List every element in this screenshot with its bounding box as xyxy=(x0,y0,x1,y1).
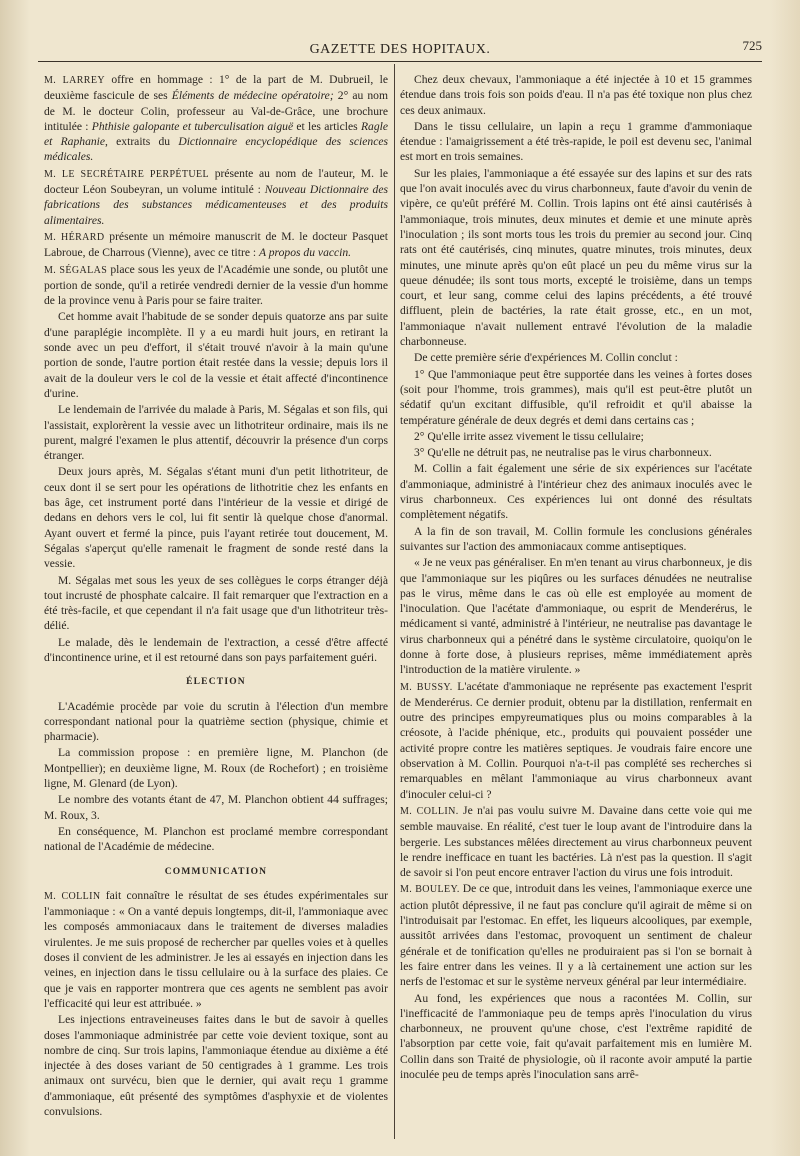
paragraph: M. Ségalas met sous les yeux de ses collègues le corps étranger déjà tout incrusté de phosphate calcaire. Il fait remarquer que l'extraction en a été très-facile, et que cependant il n'a fait usage que d'un lithotriteur très-délié. xyxy=(44,573,388,633)
paragraph: Dans le tissu cellulaire, un lapin a reçu 1 gramme d'ammoniaque étendue : l'amaigrissement a été très-rapide, le poil est devenu sec, l'animal est mort en trois semaines. xyxy=(400,119,752,164)
paragraph: Le lendemain de l'arrivée du malade à Paris, M. Ségalas et son fils, qui l'assistait, explorèrent la vessie avec un lithotriteur ordinaire, mais ils ne purent, malgré l'examen le plus attentif, découvrir la présence d'un corps étranger. xyxy=(44,403,388,463)
speaker-name: M. BUSSY. xyxy=(400,681,453,693)
speaker-name: M. COLLIN. xyxy=(400,805,459,817)
paragraph: M. LARREY offre en hommage : 1° de la part de M. Dubrueil, le deuxième fascicule de ses Éléments de médecine opératoire; 2° au nom de M. le docteur Colin, professeur au Val-de-Grâce, une brochure intitulée : Phthisie galopante et tuberculisation aiguë et les articles Ragle et Raphanie, extraits du Dictionnaire encyclopédique des sciences médicales. xyxy=(44,73,389,164)
paragraph: M. COLLIN fait connaître le résultat de ses études expérimentales sur l'ammoniaque : « On a vanté depuis longtemps, dit-il, l'ammoniaque avec les composés ammoniacaux dans le traitement de diverses maladies virulentes. Je me suis proposé de rechercher par quelles voies et à quelles doses il convient de les administrer. Je les ai essayés en injection dans les veines, en injection dans le tissu cellulaire ou à la surface des plaies. Ce que je vais en rapporter montrera que ces agents ne semblent pas avoir l'efficacité qui leur est attribuée. » xyxy=(44,888,388,1010)
header-rule xyxy=(38,61,762,62)
speaker-name: M. LARREY xyxy=(44,75,105,86)
speaker-name: M. HÉRARD xyxy=(44,231,105,243)
page-number: 725 xyxy=(742,38,762,53)
paragraph: L'Académie procède par voie du scrutin à l'élection d'un membre correspondant national pour la quatrième section (physique, chimie et pharmacie). xyxy=(44,699,388,744)
paragraph: M. COLLIN. Je n'ai pas voulu suivre M. Davaine dans cette voie qui me semble mauvaise. En réalité, c'est tuer le loup avant de l'introduire dans la bergerie. Les substances mêlées directement au virus charbonneux peuvent le rendre inefficace en tuant les bactéries. Là n'est pas la question. Il s'agit de savoir si l'on peut encore entraver l'action du virus une fois introduit. xyxy=(400,803,752,880)
paragraph: La commission propose : en première ligne, M. Planchon (de Montpellier); en deuxième ligne, M. Roux (de Rochefort) ; en troisième ligne, M. Glenard (de Lyon). xyxy=(44,746,388,791)
paragraph: Chez deux chevaux, l'ammoniaque a été injectée à 10 et 15 grammes étendue dans trois fois son poids d'eau. Il n'a pas été toxique non plus chez ces deux animaux. xyxy=(400,73,752,117)
paragraph: M. BUSSY. L'acétate d'ammoniaque ne représente pas exactement l'esprit de Menderérus. Ce dernier produit, obtenu par la distillation, renfermait en outre des principes empyreumatiques plus ou moins comparables à la créosote, à l'acide phénique, etc., produits qui pouvaient posséder une activité propre contre les matières septiques. Je voudrais faire encore une observation à M. Collin. Pourquoi n'a-t-il pas complété ses recherches si remarquables en mêlant l'ammoniaque au virus charbonneux avant d'inoculer celui-ci ? xyxy=(400,679,752,801)
paragraph: M. HÉRARD présente un mémoire manuscrit de M. le docteur Pasquet Labroue, de Charrous (Vienne), avec ce titre : A propos du vaccin. xyxy=(44,229,389,260)
paragraph: M. Collin a fait également une série de six expériences sur l'acétate d'ammoniaque, administré à l'intérieur chez des animaux inoculés avec le virus charbonneux. Ces expériences lui ont donné des résultats complètement négatifs. xyxy=(400,462,752,522)
paragraph: 2° Qu'elle irrite assez vivement le tissu cellulaire; xyxy=(414,429,644,443)
paragraph: Le malade, dès le lendemain de l'extraction, a cessé d'être affecté d'incontinence urine, et il est retourné dans son pays parfaitement guéri. xyxy=(44,635,388,664)
paragraph: « Je ne veux pas généraliser. En m'en tenant au virus charbonneux, je dis que l'ammoniaque sur les piqûres ou les surfaces dénudées ne neutralise pas le virus, même dans le cas où elle est employée au moment de l'inoculation. Que l'acétate d'ammoniaque, ou esprit de Menderérus, le médicament si vanté, administré à l'intérieur, ne neutralise pas davantage le virus charbonneux qui a pénétré dans le système circulatoire, quoiqu'on le donne à forte dose, à plusieurs reprises, même immédiatement après l'introduction de la matière virulente. » xyxy=(400,556,752,677)
paragraph: En conséquence, M. Planchon est proclamé membre correspondant national de l'Académie de médecine. xyxy=(44,824,388,854)
paragraph: Deux jours après, M. Ségalas s'étant muni d'un petit lithotriteur, de ceux dont il se sert pour les opérations de lithotritie chez les enfants en bas âge, cet instrument porté dans l'intérieur de la vessie et dirigé de dedans en dehors vers le col, lui fit sentir là quelque chose d'anormal. Ayant ouvert et fermé la pince, puis l'ayant retirée tout doucement, M. Ségalas s'aperçut qu'elle ramenait le fragment de sonde resté dans la vessie. xyxy=(44,465,388,571)
column-divider xyxy=(394,64,395,1139)
journal-title: GAZETTE DES HOPITAUX. xyxy=(309,42,491,57)
speaker-name: M. LE SECRÉTAIRE PERPÉTUEL xyxy=(44,168,210,180)
speaker-name: M. BOULEY. xyxy=(400,884,460,896)
speaker-name: M. SÉGALAS xyxy=(44,264,108,276)
paragraph: 1° Que l'ammoniaque peut être supportée dans les veines à fortes doses (soit pour l'homme, trois grammes), mais qu'il est peut-être plutôt un sédatif qu'un excitant diffusible, qu'il refroidit et qu'il abaisse la température générale de deux degrés et demi dans certains cas ; xyxy=(400,367,752,427)
paragraph: M. LE SECRÉTAIRE PERPÉTUEL présente au nom de l'auteur, M. le docteur Léon Soubeyran, un volume intitulé : Nouveau Dictionnaire des fabrications des substances médicamenteuses et des produits alimentaires. xyxy=(44,166,388,227)
paragraph: Cet homme avait l'habitude de se sonder depuis quatorze ans par suite d'une paraplégie incomplète. Il y a eu mardi huit jours, en retirant la sonde avec un peu d'effort, il s'était trouvé n'avoir à la main qu'une portion de sonde, l'autre portion était restée dans la vessie; depuis lors il avait de la douleur vers le col de la vessie et était affecté d'incontinence d'urine. xyxy=(44,310,388,400)
paragraph: Au fond, les expériences que nous a racontées M. Collin, sur l'inefficacité de l'ammoniaque peu de temps après l'inoculation du virus charbonneux, ne prouvent qu'une chose, c'est l'extrême rapidité de l'absorption par cette voie, fait qu'avait parfaitement mis en lumière M. Collin dans son Traité de physiologie, où il raconte avoir amputé la partie inoculée peu de temps après l'inoculation sans arrê- xyxy=(400,991,752,1081)
right-column xyxy=(400,72,752,1083)
page-header xyxy=(0,38,800,62)
section-heading-communication: COMMUNICATION xyxy=(164,866,268,877)
paragraph: M. BOULEY. De ce que, introduit dans les veines, l'ammoniaque exerce une action plutôt dépressive, il ne faut pas conclure qu'il agirait de même si on l'introduisait par l'estomac. En effet, les liqueurs alcooliques, par exemple, aussitôt arrivées dans l'estomac, provoquent un sentiment de chaleur générale et de tonification qu'elles ne produiraient pas si l'on se bornait à les faire entrer dans les veines. Il y a là certainement une action sur les nerfs de l'estomac et sur le système nerveux général par leur intermédiaire. xyxy=(400,882,753,989)
section-heading-election: ÉLECTION xyxy=(186,677,246,688)
paragraph: 3° Qu'elle ne détruit pas, ne neutralise pas le virus charbonneux. xyxy=(414,446,712,460)
paragraph: Les injections entraveineuses faites dans le but de savoir à quelles doses l'ammoniaque administrée par cette voie devient toxique, sont au nombre de cinq. Sur trois lapins, l'ammoniaque étendue au dixième a été injectée à des doses variant de 50 centigrades à 1 gramme. Les trois animaux ont survécu, bien que le dernier, qui avait reçu 1 gramme d'ammoniaque, eût présenté des symptômes d'asphyxie et de violentes convulsions. xyxy=(44,1013,388,1118)
paragraph: De cette première série d'expériences M. Collin conclut : xyxy=(414,351,678,365)
left-column xyxy=(44,72,388,1120)
paragraph: M. SÉGALAS place sous les yeux de l'Académie une sonde, ou plutôt une portion de sonde, qu'il a retirée vendredi dernier de la vessie d'un homme de la province venu à Paris pour se faire traiter. xyxy=(44,262,388,308)
speaker-name: M. COLLIN xyxy=(44,890,101,902)
paragraph: A la fin de son travail, M. Collin formule les conclusions générales suivantes sur l'action des ammoniacaux comme antiseptiques. xyxy=(400,524,752,553)
paragraph: Le nombre des votants étant de 47, M. Planchon obtient 44 suffrages; M. Roux, 3. xyxy=(44,793,388,822)
paragraph: Sur les plaies, l'ammoniaque a été essayée sur des lapins et sur des rats que l'on avait inoculés avec du virus charbonneux, faute d'avoir du venin de vipère, ce qu'eût préféré M. Collin. Trois lapins ont été ainsi cautérisés à l'ammoniaque, trois minutes, deux minutes et demie et une minute après l'inoculation ; ils sont morts tous les trois du premier au second jour. Cinq rats ont été cautérisés, cinq minutes, quatre minutes, trois minutes, deux minutes, une minute après qu'on eût placé un peu du même virus sur la queue dénudée; ils sont tous morts, excepté le troisième, dans un temps court, et leur sang, comme celui des lapins précédents, a été trouvé diffluent, plein de bactéries, la rate était grosse, etc., en un mot, l'ammoniaque n'avait nullement entravé l'évolution de la maladie charbonneuse. xyxy=(400,166,752,349)
